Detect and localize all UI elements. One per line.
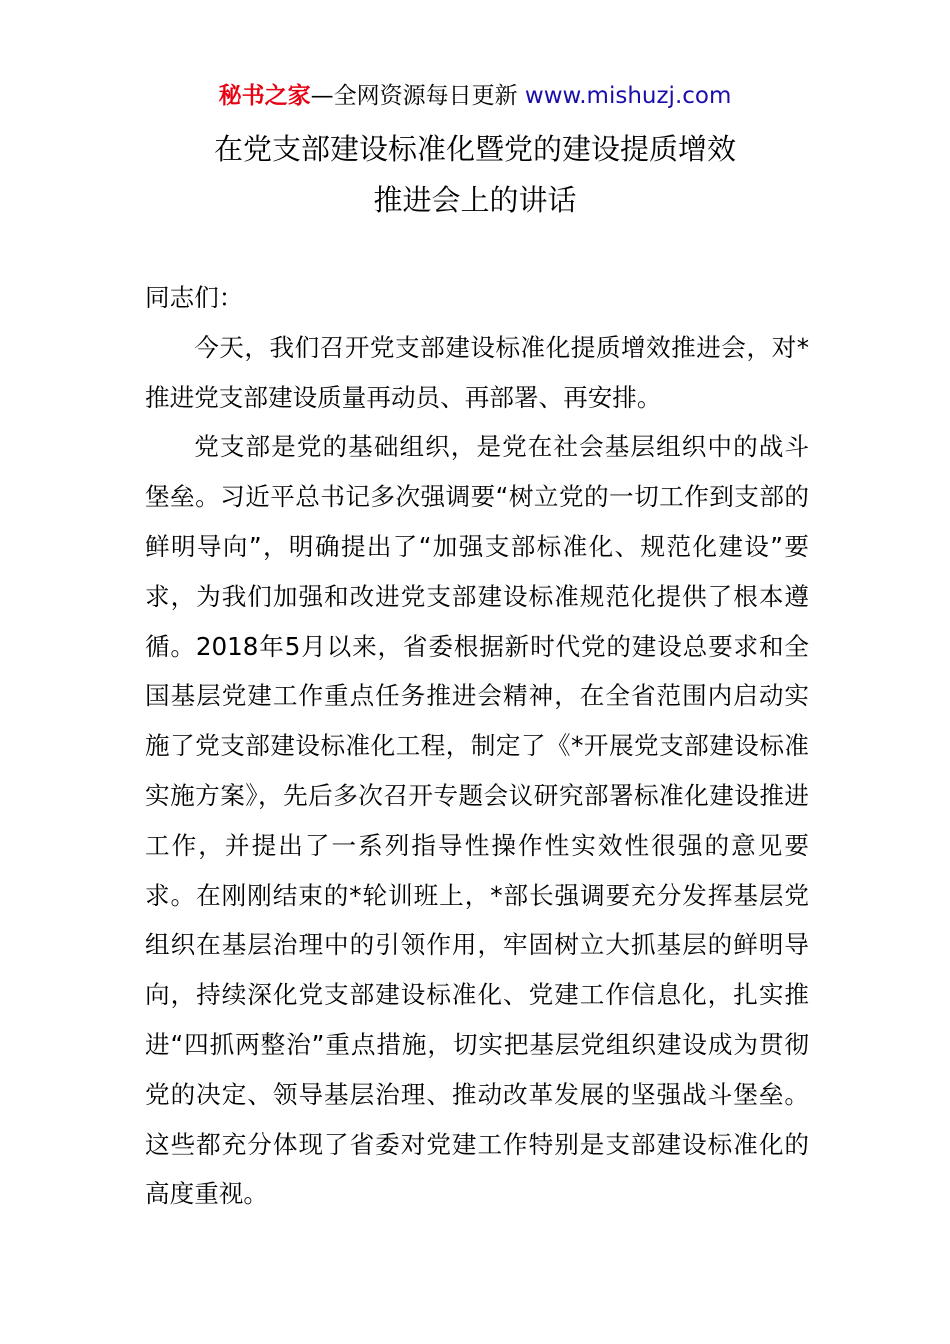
document-title <box>0 124 950 226</box>
site-brand: 秘书之家 <box>218 83 311 109</box>
site-tagline: —全网资源每日更新 <box>310 83 518 109</box>
salutation: 同志们： <box>145 283 244 312</box>
paragraph-1: 今天，我们召开党支部建设标准化提质增效推进会，对*推进党支部建设质量再动员、再部署、再安排。 <box>145 332 809 412</box>
site-url-link[interactable]: www.mishuzj.com <box>524 83 732 109</box>
title-line-2: 推进会上的讲话 <box>373 183 577 217</box>
document-body <box>145 273 809 1219</box>
title-line-1: 在党支部建设标准化暨党的建设提质增效 <box>213 132 736 166</box>
site-header <box>0 80 950 112</box>
paragraph-2: 党支部是党的基础组织，是党在社会基层组织中的战斗堡垒。习近平总书记多次强调要“树立党的一切工作到支部的鲜明导向”，明确提出了“加强支部标准化、规范化建设”要求，为我们加强和改进党支部建设标准规范化提供了根本遵循。2018年5月以来，省委根据新时代党的建设总要求和全国基层党建工作重点任务推进会精神，在全省范围内启动实施了党支部建设标准化工程，制定了《*开展党支部建设标准实施方案》，先后多次召开专题会议研究部署标准化建设推进工作，并提出了一系列指导性操作性实效性很强的意见要求。在刚刚结束的*轮训班上，*部长强调要充分发挥基层党组织在基层治理中的引领作用，牢固树立大抓基层的鲜明导向，持续深化党支部建设标准化、党建工作信息化，扎实推进“四抓两整治”重点措施，切实把基层党组织建设成为贯彻党的决定、领导基层治理、推动改革发展的坚强战斗堡垒。这些都充分体现了省委对党建工作特别是支部建设标准化的高度重视。 <box>145 432 809 1209</box>
